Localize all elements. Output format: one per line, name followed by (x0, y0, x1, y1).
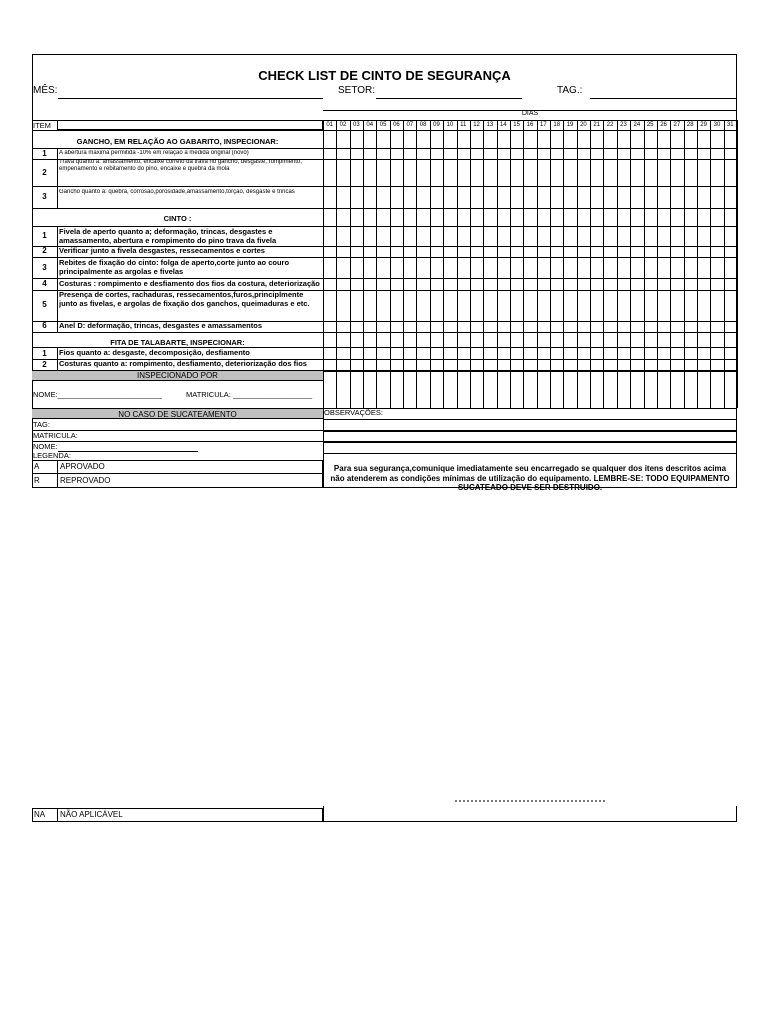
day-number: 19 (566, 122, 574, 128)
legend-divider (57, 808, 58, 822)
day-column-line (363, 120, 364, 408)
gancho-section-title: GANCHO, EM RELAÇÃO AO GABARITO, INSPECIONAR: (76, 137, 279, 146)
day-column-line (403, 120, 404, 408)
sucateamento-nome[interactable]: NOME: (33, 442, 58, 451)
day-number: 27 (673, 122, 681, 128)
day-number: 23 (620, 122, 627, 128)
legend-code: NA (34, 810, 46, 819)
item-column-line (57, 226, 58, 332)
mes-field[interactable] (58, 98, 323, 99)
day-column-line (644, 120, 645, 408)
fita-item-text: Costuras quanto a: rompimento, desfiamento, deteriorização dos fios (59, 360, 307, 368)
safety-note: Para sua segurança,comunique imediatamente seu encarregado se qualquer dos itens descritos acima não atenderem as condições mínimas de utilização do equipamento. LEMBRE-SE: TODO EQUIPAMENTO SUCATEADO DEVE SER DESTRUIDO. (330, 464, 730, 492)
nome-underline (58, 451, 198, 452)
day-number: 31 (726, 122, 734, 128)
cinto-item-text: Anel D: deformação, trincas, desgastes e amassamentos (59, 322, 262, 330)
day-column-line (336, 120, 337, 408)
sucateamento-matricula[interactable]: MATRICULA: (33, 431, 78, 440)
day-number: 25 (646, 122, 654, 128)
cinto-item-text: Fivela de aperto quanto a; deformação, trincas, desgastes e amassamento, abertura e rompimento do pino trava da fivela (59, 228, 277, 245)
day-column-line (577, 120, 578, 408)
day-column-line (657, 120, 658, 408)
day-column-line (684, 120, 685, 408)
dias-label: DIAS (521, 110, 539, 117)
observacoes-label: OBSERVAÇÕES: (324, 408, 383, 417)
row-line (32, 257, 737, 258)
item-column-line (57, 148, 58, 208)
item-desc-box (57, 120, 323, 130)
day-column-line (550, 120, 551, 408)
day-number: 21 (593, 122, 601, 128)
day-number: 07 (406, 122, 414, 128)
day-number: 01 (326, 122, 334, 128)
day-column-line (443, 120, 444, 408)
row-line (32, 148, 737, 149)
day-number: 08 (419, 122, 427, 128)
page-title: CHECK LIST DE CINTO DE SEGURANÇA (258, 68, 511, 83)
obs-line (323, 419, 737, 420)
setor-field[interactable] (376, 98, 522, 99)
day-number: 13 (486, 122, 494, 128)
gancho-item-number: 3 (42, 192, 47, 201)
fita-item-number: 2 (42, 360, 47, 369)
day-number: 20 (580, 122, 587, 128)
sucateamento-title: NO CASO DE SUCATEAMENTO (32, 408, 323, 419)
item-label: ITEM (33, 121, 51, 130)
day-column-line (350, 120, 351, 408)
legend-label: REPROVADO (60, 476, 111, 485)
day-column-line (376, 120, 377, 408)
day-column-line (470, 120, 471, 408)
day-column-line (710, 120, 711, 408)
day-column-line (737, 120, 738, 408)
day-number: 26 (660, 122, 667, 128)
legend-code: R (34, 476, 40, 485)
fita-item-text: Fios quanto a: desgaste, decomposição, desfiamento (59, 349, 250, 357)
day-column-line (510, 120, 511, 408)
legend-label: APROVADO (60, 462, 105, 471)
cinto-item-number: 1 (42, 231, 47, 240)
tag-label: TAG.: (557, 85, 583, 96)
day-column-line (590, 120, 591, 408)
day-number: 24 (633, 122, 641, 128)
day-column-line (630, 120, 631, 408)
day-column-line (430, 120, 431, 408)
gancho-item-text: Trava quanto a: amassamento, encaixe correto da trava no gancho, desgaste, rompimento, empenamento e rebitamento do pino, encaixe e quebra da mola (59, 159, 302, 172)
cinto-item-text: Verificar junto a fivela desgastes, ressecamentos e cortes (59, 247, 265, 255)
day-column-line (457, 120, 458, 408)
day-column-line (724, 120, 725, 408)
gancho-item-text: Gancho quanto a: quebra, corrosão,porosidade,amassamento,torção, desgaste e trincas (59, 189, 295, 195)
day-number: 14 (499, 122, 507, 128)
cinto-item-number: 4 (42, 279, 47, 288)
day-column-line (390, 120, 391, 408)
legend-label: NÃO APLICÁVEL (60, 810, 123, 819)
cinto-section-title: CINTO : (163, 214, 192, 223)
cinto-item-number: 5 (42, 300, 47, 309)
setor-label: SETOR: (338, 85, 376, 96)
day-column-line (697, 120, 698, 408)
day-number: 11 (460, 122, 467, 128)
day-number: 16 (526, 122, 534, 128)
row-line (32, 208, 737, 209)
obs-line (323, 453, 737, 454)
gancho-item-number: 1 (42, 149, 47, 158)
day-number: 04 (366, 122, 374, 128)
obs-line (323, 431, 737, 432)
day-column-line (523, 120, 524, 408)
days-row-bottom (32, 130, 737, 131)
day-number: 02 (339, 122, 347, 128)
obs-line (323, 442, 737, 443)
inspecionado-nome[interactable]: NOME:_________________________ (33, 390, 162, 399)
legend-code: A (34, 462, 40, 471)
day-column-line (670, 120, 671, 408)
row-line (32, 347, 737, 348)
day-column-line (617, 120, 618, 408)
row-line (32, 332, 737, 333)
lower-note-box (323, 806, 737, 822)
day-number: 05 (379, 122, 387, 128)
day-number: 10 (446, 122, 454, 128)
tag-field[interactable] (590, 98, 736, 99)
day-column-line (603, 120, 604, 408)
inspecionado-matricula[interactable]: MATRICULA: ___________________ (186, 390, 313, 399)
day-number: 18 (553, 122, 561, 128)
cinto-item-number: 6 (42, 321, 47, 330)
gancho-item-text: A abertura máxima permitida -10% em relação a medida original (novo) (59, 150, 249, 156)
day-number: 03 (353, 122, 360, 128)
fita-section-title: FITA DE TALABARTE, INSPECIONAR: (110, 338, 245, 347)
day-column-line (497, 120, 498, 408)
day-number: 30 (713, 122, 721, 128)
cinto-item-number: 3 (42, 263, 47, 272)
row-line (32, 186, 737, 187)
day-column-line (483, 120, 484, 408)
fita-item-number: 1 (42, 349, 47, 358)
day-column-line (416, 120, 417, 408)
row-line (32, 278, 737, 279)
legenda-label: LEGENDA: (33, 451, 71, 460)
day-number: 09 (433, 122, 440, 128)
mes-label: MÊS: (33, 85, 58, 96)
cinto-item-number: 2 (42, 246, 47, 255)
day-number: 15 (513, 122, 520, 128)
day-column-line (563, 120, 564, 408)
day-number: 29 (700, 122, 707, 128)
cinto-item-text: Presença de cortes, rachaduras, ressecamentos,furos,principlmente junto as fivelas, e argolas de fixação dos ganchos, queimaduras e etc. (59, 291, 310, 308)
gancho-item-number: 2 (42, 168, 47, 177)
day-number: 06 (393, 122, 400, 128)
sucateamento-tag[interactable]: TAG: (33, 420, 50, 429)
row-line (32, 226, 737, 227)
day-number: 22 (606, 122, 614, 128)
day-number: 12 (473, 122, 480, 128)
cinto-item-text: Rebites de fixação do cinto: folga de aperto,corte junto ao couro principalmente as argolas e fivelas (59, 259, 290, 276)
cinto-item-text: Costuras : rompimento e desfiamento dos fios da costura, deteriorização (59, 280, 320, 288)
day-column-line (537, 120, 538, 408)
cutoff-text-remnant (455, 800, 605, 804)
day-number: 17 (540, 122, 547, 128)
inspecionado-title: INSPECIONADO POR (32, 371, 323, 381)
day-number: 28 (686, 122, 694, 128)
column-line (323, 408, 324, 488)
